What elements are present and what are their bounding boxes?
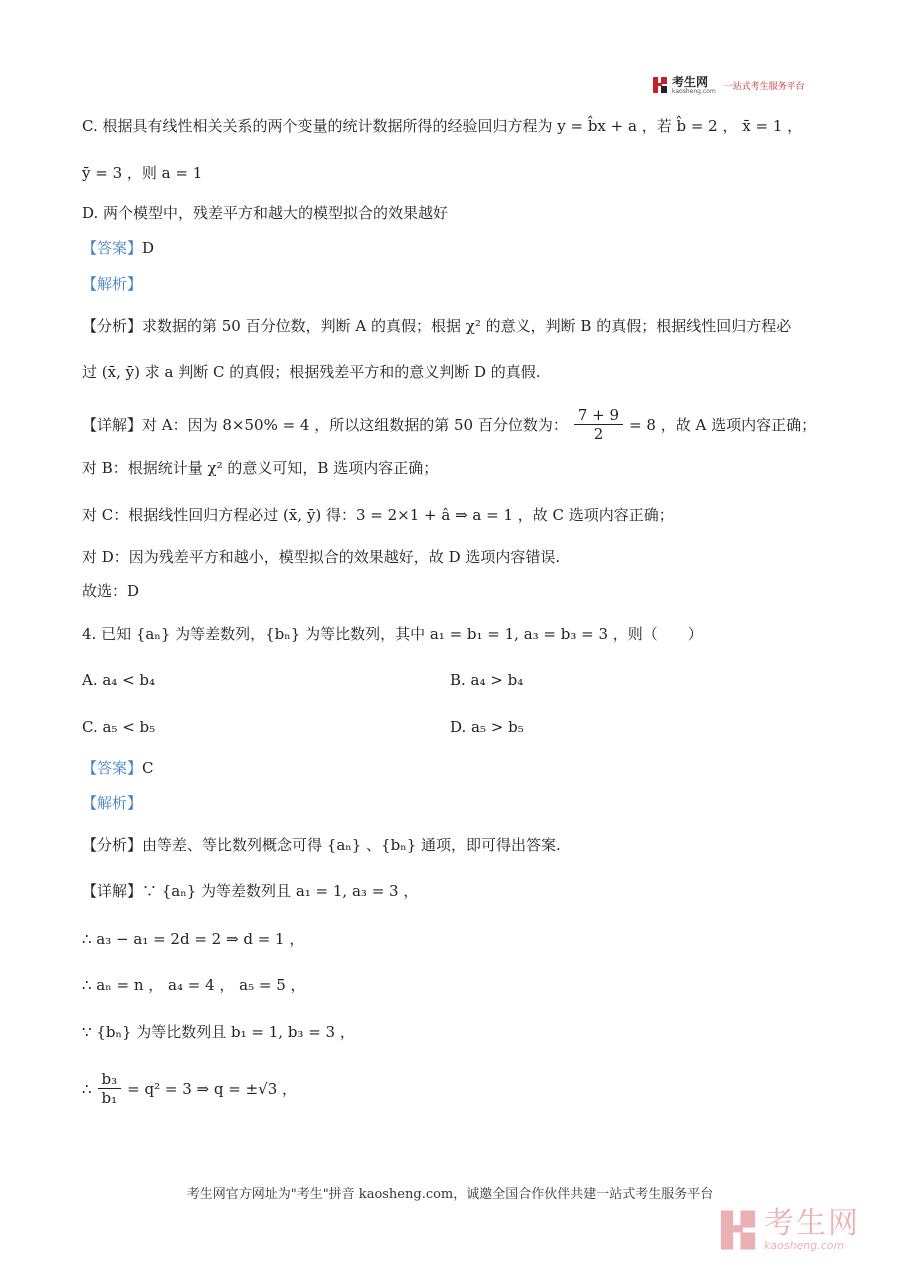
fraction-denominator: b₁ [101,1089,118,1107]
logo-text [672,76,716,95]
q4-fenxi: 【分析】由等差、等比数列概念可得 {aₙ} 、{bₙ} 通项，即可得出答案. [82,836,561,854]
kaosheng-logo-icon [652,76,668,94]
q3-fenxi-line-1: 【分析】求数据的第 50 百分位数，判断 A 的真假；根据 χ² 的意义，判断 B 的真假；根据线性回归方程必 [82,317,792,335]
q4-detail-line-3: ∴ aₙ = n ， a₄ = 4 ， a₅ = 5 ， [82,976,306,994]
watermark-text [764,1208,860,1252]
watermark-domain: kaosheng.com [764,1239,845,1252]
q4-answer [82,758,154,778]
logo-domain: kaosheng.com [672,87,716,95]
q4-option-c: C. a₅ < b₅ [82,718,156,736]
watermark-name: 考生网 [764,1206,860,1241]
q4-analysis-tag: 【解析】 [82,794,143,812]
q3-detail-c: 对 C：根据线性回归方程必过 (x̄, ȳ) 得：3 = 2×1 + â ⇒ a = 1 ，故 C 选项内容正确； [82,506,674,524]
q3-detail-b: 对 B：根据统计量 χ² 的意义可知，B 选项内容正确； [82,459,439,477]
fraction-numerator: b₃ [98,1070,122,1089]
q3-analysis-tag: 【解析】 [82,275,143,293]
q4-detail-line-2: ∴ a₃ − a₁ = 2d = 2 ⇒ d = 1 ， [82,930,305,948]
answer-value: D [142,239,155,257]
q3-fenxi-line-2: 过 (x̄, ȳ) 求 a 判断 C 的真假；根据残差平方和的意义判断 D 的真假. [82,363,541,381]
answer-value: C [142,759,154,777]
q3-detail-a [82,406,816,443]
q3-answer [82,238,154,258]
q4-detail-line-5 [82,1070,297,1107]
option-c-line-1: C. 根据具有线性相关关系的两个变量的统计数据所得的经验回归方程为 y = b̂x + a ，若 b̂ = 2 ， x̄ = 1 ， [82,117,803,135]
fraction [98,1070,122,1107]
option-d: D. 两个模型中，残差平方和越大的模型拟合的效果越好 [82,204,449,222]
page-footer: 考生网官方网址为"考生"拼音 kaosheng.com，诚邀全国合作伙伴共建一站式考生服务平台 [186,1187,714,1202]
detail-a-text: 【详解】对 A：因为 8×50% = 4 ，所以这组数据的第 50 百分位数为： [82,415,568,434]
header-logo[interactable] [652,74,805,96]
q4-option-b: B. a₄ > b₄ [450,671,524,689]
option-c-line-2: ȳ = 3 ，则 a = 1 [82,164,203,182]
logo-name: 考生网 [672,74,709,89]
header-slogan: 一站式考生服务平台 [723,81,805,92]
q4-stem: 4. 已知 {aₙ} 为等差数列，{bₙ} 为等比数列，其中 a₁ = b₁ = 1, a₃ = b₃ = 3 ，则（ ） [82,625,703,643]
q3-detail-d: 对 D：因为残差平方和越小，模型拟合的效果越好，故 D 选项内容错误. [82,548,561,566]
answer-tag: 【答案】 [82,239,143,257]
detail-a-result: = 8 ，故 A 选项内容正确； [629,415,817,434]
watermark-logo-icon [718,1208,758,1252]
watermark [718,1208,860,1252]
fraction-numerator: 7 + 9 [574,406,623,425]
therefore-symbol: ∴ [82,1079,92,1098]
q4-option-a: A. a₄ < b₄ [82,671,156,689]
q4-detail-line-1: 【详解】∵ {aₙ} 为等差数列且 a₁ = 1, a₃ = 3 ， [82,882,419,900]
fraction-denominator: 2 [593,425,604,443]
answer-tag: 【答案】 [82,759,143,777]
fraction [574,406,623,443]
q4-detail-line-4: ∵ {bₙ} 为等比数列且 b₁ = 1, b₃ = 3 ， [82,1023,355,1041]
q4-option-d: D. a₅ > b₅ [450,718,524,736]
detail-5-result: = q² = 3 ⇒ q = ±√3 ， [127,1079,298,1098]
q3-choice: 故选：D [82,582,140,600]
